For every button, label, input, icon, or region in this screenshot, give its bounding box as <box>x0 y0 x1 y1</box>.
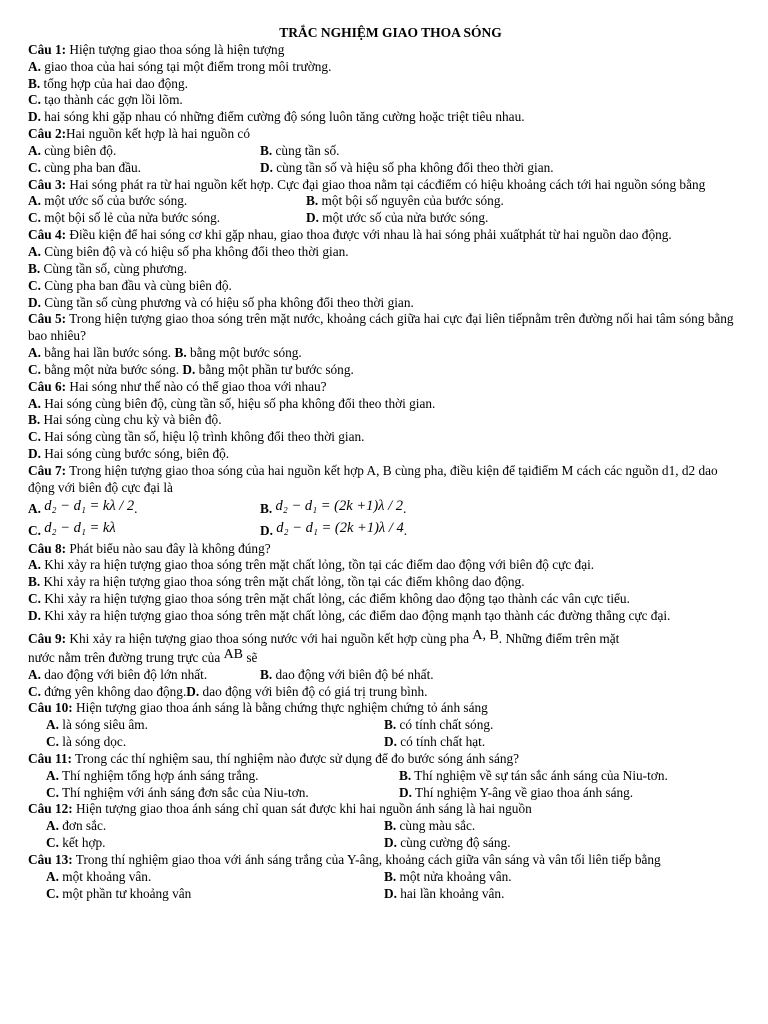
option-text: cùng cường độ sáng. <box>396 835 511 851</box>
option-key: B. <box>28 260 41 276</box>
option-key: A. <box>28 142 41 158</box>
option-a <box>46 768 259 783</box>
option-key: B. <box>306 193 319 209</box>
question-text: sẽ <box>243 649 258 665</box>
question-11 <box>28 751 743 768</box>
option-key: C. <box>28 159 41 175</box>
option-row <box>28 818 743 835</box>
option-text: dao động với biên độ có giá trị trung bình. <box>199 683 428 699</box>
option-d <box>28 109 743 126</box>
option-key: B. <box>174 345 187 361</box>
formula: d₂ − d₁ = (2k +1)λ / 2 <box>275 497 403 514</box>
option-c <box>28 591 743 608</box>
option-text: Hai sóng cùng biên độ, cùng tần số, hiệu số pha không đổi theo thời gian. <box>40 395 436 411</box>
question-label: Câu 13: <box>28 851 73 867</box>
option-key: D. <box>182 361 196 377</box>
option-key: D. <box>28 294 41 310</box>
option-text: tổng hợp của hai dao động. <box>40 75 188 91</box>
question-3 <box>28 177 743 194</box>
option-a <box>28 244 743 261</box>
document-page <box>28 25 743 903</box>
option-a <box>46 818 106 833</box>
option-text: bằng hai lần bước sóng. <box>40 345 175 361</box>
option-key: C. <box>28 591 41 607</box>
option-c <box>46 886 191 901</box>
question-label: Câu 9: <box>28 630 67 646</box>
option-text: Cùng tần số cùng phương và có hiệu số pha không đổi theo thời gian. <box>40 294 414 310</box>
option-c <box>28 210 220 225</box>
option-text: Hai sóng cùng tần số, hiệu lộ trình không đổi theo thời gian. <box>40 429 365 445</box>
option-key: C. <box>28 522 41 538</box>
option-key: C. <box>28 361 41 377</box>
question-text: . Những điểm trên mặt <box>498 630 620 646</box>
option-key: A. <box>28 58 41 74</box>
question-label: Câu 11: <box>28 750 72 766</box>
question-text: Hai nguồn kết hợp là hai nguồn có <box>66 126 250 142</box>
option-text: bằng một bước sóng. <box>186 345 302 361</box>
question-1 <box>28 42 743 59</box>
option-key: D. <box>260 522 273 538</box>
option-text: là sóng siêu âm. <box>58 717 148 733</box>
question-9 <box>28 629 743 650</box>
question-6 <box>28 379 743 396</box>
option-key: D. <box>384 835 397 851</box>
option-text: một bội số lẻ của nửa bước sóng. <box>40 210 221 226</box>
option-text: cùng biên độ. <box>40 142 117 158</box>
option-a <box>28 396 743 413</box>
option-d <box>260 160 554 177</box>
option-b <box>306 193 504 210</box>
option-b <box>384 717 493 734</box>
question-4 <box>28 227 743 244</box>
question-text: Trong hiện tượng giao thoa sóng trên mặt nước, khoảng cách giữa hai cực đại liên tiếpnằm trên đường nối hai tâm sóng bằng bao nhiêu? <box>28 311 734 344</box>
option-text: có tính chất sóng. <box>396 717 494 733</box>
option-d <box>384 835 511 852</box>
option-text: Cùng biên độ và có hiệu số pha không đổi theo thời gian. <box>40 243 349 259</box>
option-text: cùng tần số và hiệu số pha không đổi theo thời gian. <box>272 159 554 175</box>
question-text: Khi xảy ra hiện tượng giao thoa sóng nước với hai nguồn kết hợp cùng pha <box>66 630 473 646</box>
option-b <box>260 143 339 160</box>
option-text: hai lần khoảng vân. <box>396 885 505 901</box>
option-key: A. <box>28 500 41 516</box>
option-c <box>46 835 105 850</box>
option-b <box>260 667 434 684</box>
option-a <box>28 143 116 158</box>
option-text: dao động với biên độ bé nhất. <box>272 666 434 682</box>
option-key: B. <box>28 75 41 91</box>
option-text: Cùng tần số, cùng phương. <box>40 260 188 276</box>
option-text: Hai sóng cùng chu kỳ và biên độ. <box>40 412 222 428</box>
option-key: B. <box>384 717 397 733</box>
option-text: đơn sắc. <box>58 818 107 834</box>
option-key: D. <box>186 683 200 699</box>
option-key: C. <box>46 784 59 800</box>
option-text: cùng màu sắc. <box>396 818 476 834</box>
option-c <box>28 160 141 175</box>
option-key: C. <box>28 277 41 293</box>
question-label: Câu 5: <box>28 311 67 327</box>
option-b <box>28 76 743 93</box>
option-text: đứng yên không dao động. <box>40 683 187 699</box>
formula: d₂ − d₁ = kλ / 2 <box>44 497 135 514</box>
option-row <box>28 886 743 903</box>
option-key: A. <box>46 767 59 783</box>
option-key: D. <box>28 109 41 125</box>
question-label: Câu 3: <box>28 176 67 192</box>
option-key: C. <box>46 835 59 851</box>
option-row <box>28 345 743 362</box>
option-d <box>306 210 488 227</box>
option-a <box>46 717 148 732</box>
question-5 <box>28 311 743 345</box>
option-b <box>384 818 475 835</box>
question-text: Phát biểu nào sau đây là không đúng? <box>66 540 271 556</box>
option-b: B. d₂ − d₁ = (2k +1)λ / 2. <box>260 497 407 516</box>
option-row <box>28 835 743 852</box>
option-key: A. <box>28 243 41 259</box>
option-text: Thí nghiệm tổng hợp ánh sáng trắng. <box>58 767 259 783</box>
option-row <box>28 768 743 785</box>
option-d <box>384 886 504 903</box>
option-row <box>28 667 743 684</box>
question-label: Câu 7: <box>28 462 67 478</box>
option-d <box>28 608 743 625</box>
question-label: Câu 6: <box>28 378 67 394</box>
option-key: C. <box>28 92 41 108</box>
option-row <box>28 734 743 751</box>
question-text: Trong thí nghiệm giao thoa với ánh sáng trắng của Y-âng, khoảng cách giữa vân sáng và vân tối liên tiếp bằng <box>72 851 661 867</box>
option-c <box>28 429 743 446</box>
option-row <box>28 210 743 227</box>
question-label: Câu 4: <box>28 227 67 243</box>
option-text: kết hợp. <box>58 835 106 851</box>
option-text: cùng pha ban đầu. <box>40 159 142 175</box>
option-key: A. <box>28 557 41 573</box>
option-key: A. <box>46 818 59 834</box>
option-text: có tính chất hạt. <box>396 734 486 750</box>
option-key: B. <box>260 142 273 158</box>
option-key: B. <box>399 767 412 783</box>
question-2 <box>28 126 743 143</box>
option-key: B. <box>384 818 397 834</box>
option-c <box>46 785 309 800</box>
option-key: D. <box>306 210 319 226</box>
option-a <box>28 557 743 574</box>
option-a <box>46 869 151 884</box>
option-text: tạo thành các gợn lồi lõm. <box>40 92 183 108</box>
option-text: một nửa khoảng vân. <box>396 868 512 884</box>
formula: d₂ − d₁ = kλ <box>44 519 116 536</box>
option-b <box>399 768 668 785</box>
option-text: là sóng dọc. <box>58 734 127 750</box>
option-key: B. <box>384 868 397 884</box>
option-key: D. <box>28 446 41 462</box>
question-9-cont <box>28 646 743 667</box>
option-text: bằng một nửa bước sóng. <box>40 361 183 377</box>
option-row <box>28 160 743 177</box>
question-10 <box>28 700 743 717</box>
option-b <box>384 869 512 886</box>
option-text: một phần tư khoảng vân <box>58 885 192 901</box>
option-key: C. <box>28 210 41 226</box>
question-text: Trong các thí nghiệm sau, thí nghiệm nào được sử dụng để đo bước sóng ánh sáng? <box>71 750 520 766</box>
option-key: A. <box>28 395 41 411</box>
option-row <box>28 497 743 519</box>
question-label: Câu 12: <box>28 801 73 817</box>
option-key: C. <box>46 734 59 750</box>
option-c <box>46 734 126 749</box>
question-label: Câu 2: <box>28 126 67 142</box>
option-key: B. <box>28 574 41 590</box>
option-row <box>28 362 743 379</box>
question-text: Trong hiện tượng giao thoa sóng của hai nguồn kết hợp A, B cùng pha, điều kiện để tạiđiểm M cách các nguồn d1, d2 dao động với biên độ cực đại là <box>28 462 718 495</box>
option-text: Hai sóng cùng bước sóng, biên độ. <box>40 446 230 462</box>
question-text: Hiện tượng giao thoa ánh sáng là bằng chứng thực nghiệm chứng tỏ ánh sáng <box>72 700 488 716</box>
option-row <box>28 684 743 701</box>
option-row <box>28 717 743 734</box>
question-text: Điều kiện để hai sóng cơ khi gặp nhau, giao thoa được với nhau là hai sóng phải xuấtphát từ hai nguồn dao động. <box>66 227 672 243</box>
option-key: D. <box>384 885 397 901</box>
option-text: Thí nghiệm Y-âng về giao thoa ánh sáng. <box>411 784 634 800</box>
formula: d₂ − d₁ = (2k +1)λ / 4 <box>276 519 404 536</box>
option-a <box>28 193 187 208</box>
option-key: C. <box>46 885 59 901</box>
option-d <box>399 785 633 802</box>
option-text: hai sóng khi gặp nhau có những điểm cường độ sóng luôn tăng cường hoặc triệt tiêu nhau. <box>40 109 525 125</box>
option-text: Khi xảy ra hiện tượng giao thoa sóng trên mặt chất lỏng, các điểm dao động mạnh tạo thành các đường thẳng cực đại. <box>40 608 671 623</box>
option-key: D. <box>260 159 273 175</box>
option-text: Khi xảy ra hiện tượng giao thoa sóng trên mặt chất lỏng, các điểm không dao động tạo thành các vân cực tiểu. <box>40 591 630 607</box>
option-a <box>28 59 743 76</box>
option-text: một khoảng vân. <box>58 868 152 884</box>
option-key: B. <box>260 666 273 682</box>
option-text: một bội số nguyên của bước sóng. <box>318 193 504 209</box>
option-key: C. <box>28 683 41 699</box>
option-key: A. <box>46 717 59 733</box>
option-text: một ước số của nửa bước sóng. <box>318 210 489 226</box>
segment-symbol: AB <box>223 646 244 662</box>
option-key: A. <box>28 666 41 682</box>
option-d: D. d₂ − d₁ = (2k +1)λ / 4. <box>260 519 408 538</box>
option-a: A. d₂ − d₁ = kλ / 2. <box>28 497 138 516</box>
option-c <box>28 278 743 295</box>
sources-symbol: A, B <box>472 627 499 643</box>
question-8 <box>28 541 743 558</box>
question-13 <box>28 852 743 869</box>
question-label: Câu 8: <box>28 540 67 556</box>
option-key: D. <box>399 784 412 800</box>
question-text: Hiện tượng giao thoa ánh sáng chỉ quan sát được khi hai nguồn ánh sáng là hai nguồn <box>72 801 532 817</box>
question-text: Hiện tượng giao thoa sóng là hiện tượng <box>66 41 285 57</box>
option-key: B. <box>28 412 41 428</box>
question-7 <box>28 463 743 497</box>
option-c <box>28 92 743 109</box>
option-key: B. <box>260 500 273 516</box>
option-text: một ước số của bước sóng. <box>40 193 188 209</box>
question-12 <box>28 801 743 818</box>
option-row <box>28 519 743 541</box>
option-text: Khi xảy ra hiện tượng giao thoa sóng trên mặt chất lỏng, tồn tại các điểm không dao động. <box>40 574 525 590</box>
option-d <box>28 295 743 312</box>
option-b <box>28 574 743 591</box>
option-key: D. <box>28 608 41 623</box>
question-label: Câu 1: <box>28 41 67 57</box>
option-b <box>28 261 743 278</box>
option-text: Cùng pha ban đầu và cùng biên độ. <box>40 277 232 293</box>
option-text: Thí nghiệm với ánh sáng đơn sắc của Niu-tơn. <box>58 784 309 800</box>
question-text: Hai sóng như thế nào có thể giao thoa với nhau? <box>66 378 327 394</box>
option-row <box>28 143 743 160</box>
option-text: Thí nghiệm về sự tán sắc ánh sáng của Niu-tơn. <box>411 767 668 783</box>
option-row <box>28 785 743 802</box>
option-row <box>28 869 743 886</box>
option-key: A. <box>28 193 41 209</box>
page-title: TRẮC NGHIỆM GIAO THOA SÓNG <box>279 25 502 40</box>
question-label: Câu 10: <box>28 700 73 716</box>
option-key: C. <box>28 429 41 445</box>
option-row <box>28 193 743 210</box>
option-c <box>28 519 116 540</box>
question-text: nước nằm trên đường trung trực của <box>28 649 224 665</box>
option-text: Khi xảy ra hiện tượng giao thoa sóng trên mặt chất lỏng, tồn tại các điểm dao động với biên độ cực đại. <box>40 557 595 573</box>
option-b <box>28 412 743 429</box>
option-text: cùng tần số. <box>272 142 340 158</box>
option-text: bằng một phần tư bước sóng. <box>195 361 354 377</box>
option-key: A. <box>28 345 41 361</box>
option-a <box>28 667 207 682</box>
option-d <box>384 734 485 751</box>
question-text: Hai sóng phát ra từ hai nguồn kết hợp. Cực đại giao thoa nằm tại cácđiểm có hiệu khoảng cách tới hai nguồn sóng bằng <box>66 176 706 192</box>
option-text: dao động với biên độ lớn nhất. <box>40 666 208 682</box>
option-d <box>28 446 743 463</box>
option-key: D. <box>384 734 397 750</box>
option-text: giao thoa của hai sóng tại một điểm trong môi trường. <box>40 58 332 74</box>
option-key: A. <box>46 868 59 884</box>
